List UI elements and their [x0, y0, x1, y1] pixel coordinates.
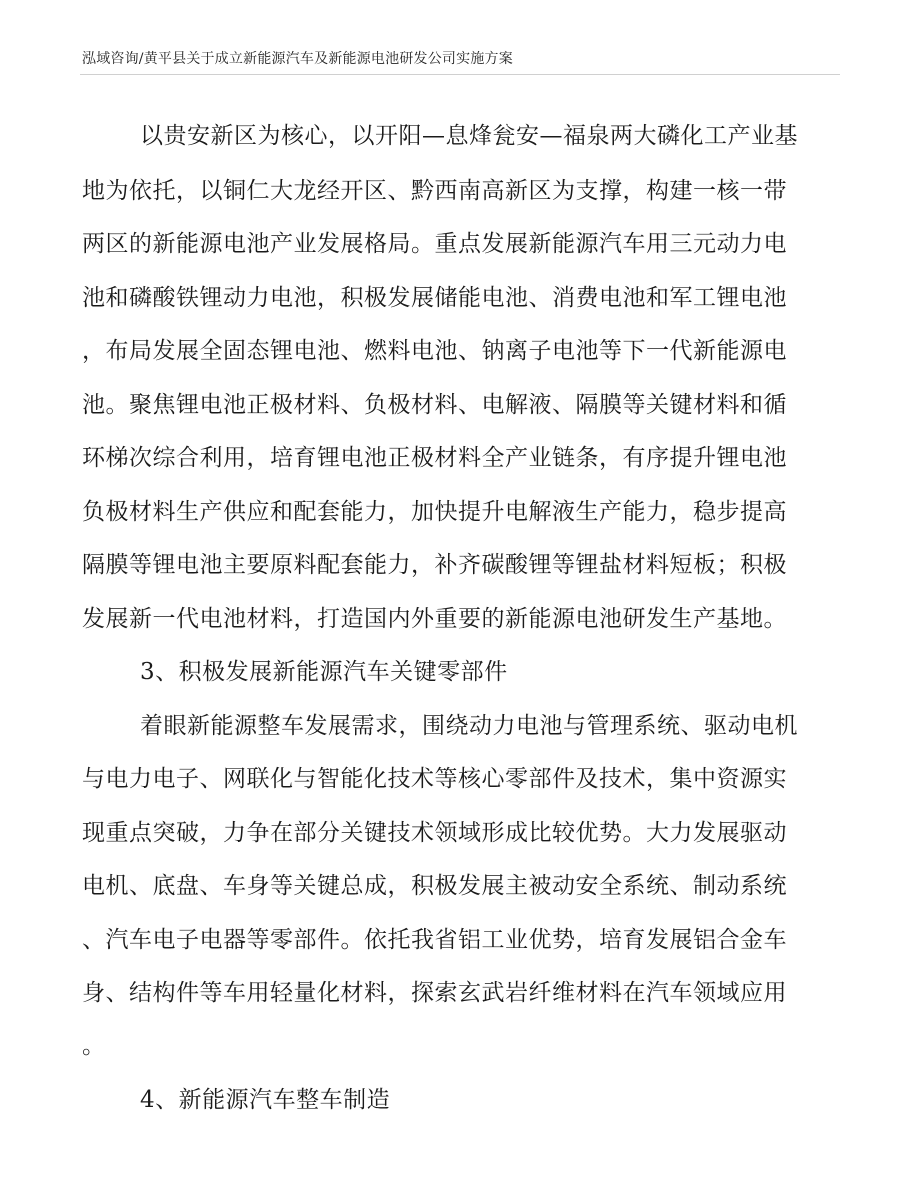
- paragraph-1-line-1: 以贵安新区为核心，以开阳—息烽瓮安—福泉两大磷化工产业基: [140, 123, 798, 149]
- paragraph-2-line-6: 身、结构件等车用轻量化材料，探索玄武岩纤维材料在汽车领域应用: [82, 980, 787, 1006]
- paragraph-1-line-9: 隔膜等锂电池主要原料配套能力，补齐碳酸锂等锂盐材料短板；积极: [82, 552, 787, 578]
- paragraph-2-line-5: 、汽车电子电器等零部件。依托我省铝工业优势，培育发展铝合金车: [82, 927, 787, 953]
- paragraph-2-line-2: 与电力电子、网联化与智能化技术等核心零部件及技术，集中资源实: [82, 766, 787, 792]
- paragraph-1-line-3: 两区的新能源电池产业发展格局。重点发展新能源汽车用三元动力电: [82, 231, 787, 257]
- paragraph-1-line-4: 池和磷酸铁锂动力电池，积极发展储能电池、消费电池和军工锂电池: [82, 285, 787, 311]
- paragraph-2-line-3: 现重点突破，力争在部分关键技术领域形成比较优势。大力发展驱动: [82, 820, 787, 846]
- paragraph-2-line-1: 着眼新能源整车发展需求，围绕动力电池与管理系统、驱动电机: [140, 713, 798, 739]
- section-heading-3: 3、积极发展新能源汽车关键零部件: [140, 659, 508, 685]
- paragraph-1-line-6: 池。聚焦锂电池正极材料、负极材料、电解液、隔膜等关键材料和循: [82, 392, 787, 418]
- header-divider: [80, 74, 840, 75]
- paragraph-1-line-10: 发展新一代电池材料，打造国内外重要的新能源电池研发生产基地。: [82, 606, 787, 632]
- paragraph-2-line-7: 。: [82, 1033, 106, 1059]
- paragraph-1-line-2: 地为依托，以铜仁大龙经开区、黔西南高新区为支撑，构建一核一带: [82, 178, 787, 204]
- paragraph-2-line-4: 电机、底盘、车身等关键总成，积极发展主被动安全系统、制动系统: [82, 873, 787, 899]
- document-header: 泓域咨询/黄平县关于成立新能源汽车及新能源电池研发公司实施方案: [82, 51, 513, 67]
- section-heading-4: 4、新能源汽车整车制造: [140, 1087, 391, 1113]
- paragraph-1-line-8: 负极材料生产供应和配套能力，加快提升电解液生产能力，稳步提高: [82, 499, 787, 525]
- paragraph-1-line-5: ，布局发展全固态锂电池、燃料电池、钠离子电池等下一代新能源电: [82, 338, 787, 364]
- paragraph-1-line-7: 环梯次综合利用，培育锂电池正极材料全产业链条，有序提升锂电池: [82, 445, 787, 471]
